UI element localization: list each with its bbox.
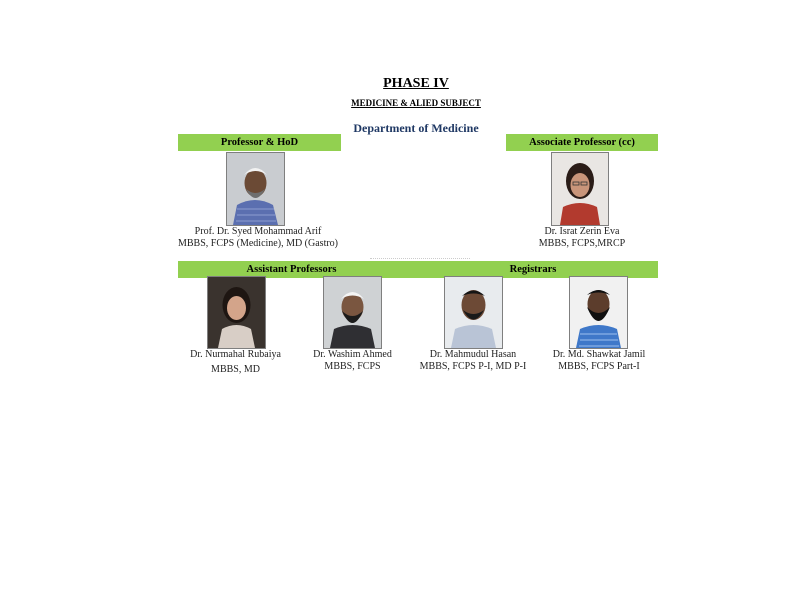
assistant-section-label: Assistant Professors — [246, 264, 337, 275]
degrees-israt-zerin-eva: MBBS, FCPS,MRCP — [538, 238, 626, 249]
photo-mahmudul-hasan — [444, 276, 503, 349]
degrees-shawkat-jamil: MBBS, FCPS Part-I — [558, 361, 640, 372]
degrees-nurmahal-rubaiya: MBBS, MD — [211, 364, 260, 375]
page-title: PHASE IV — [383, 76, 449, 91]
department-heading: Department of Medicine — [353, 121, 479, 135]
name-nurmahal-rubaiya: Dr. Nurmahal Rubaiya — [190, 349, 281, 360]
registrars-section-label: Registrars — [509, 264, 557, 275]
associate-section-bar: Associate Professor (cc) — [506, 134, 658, 151]
faint-divider — [370, 258, 470, 260]
name-syed-mohammad-arif: Prof. Dr. Syed Mohammad Arif — [194, 226, 322, 237]
photo-israt-zerin-eva — [551, 152, 609, 226]
degrees-washim-ahmed: MBBS, FCPS — [324, 361, 381, 372]
photo-syed-mohammad-arif — [226, 152, 285, 226]
name-shawkat-jamil: Dr. Md. Shawkat Jamil — [552, 349, 646, 360]
photo-nurmahal-rubaiya — [207, 276, 266, 349]
professor-section-bar: Professor & HoD — [178, 134, 341, 151]
name-mahmudul-hasan: Dr. Mahmudul Hasan — [429, 349, 517, 360]
degrees-syed-mohammad-arif: MBBS, FCPS (Medicine), MD (Gastro) — [178, 238, 339, 249]
photo-washim-ahmed — [323, 276, 382, 349]
degrees-mahmudul-hasan: MBBS, FCPS P-I, MD P-I — [419, 361, 527, 372]
photo-shawkat-jamil — [569, 276, 628, 349]
subject-heading: MEDICINE & ALIED SUBJECT — [351, 98, 481, 108]
name-israt-zerin-eva: Dr. Israt Zerin Eva — [544, 226, 620, 237]
name-washim-ahmed: Dr. Washim Ahmed — [313, 349, 392, 360]
